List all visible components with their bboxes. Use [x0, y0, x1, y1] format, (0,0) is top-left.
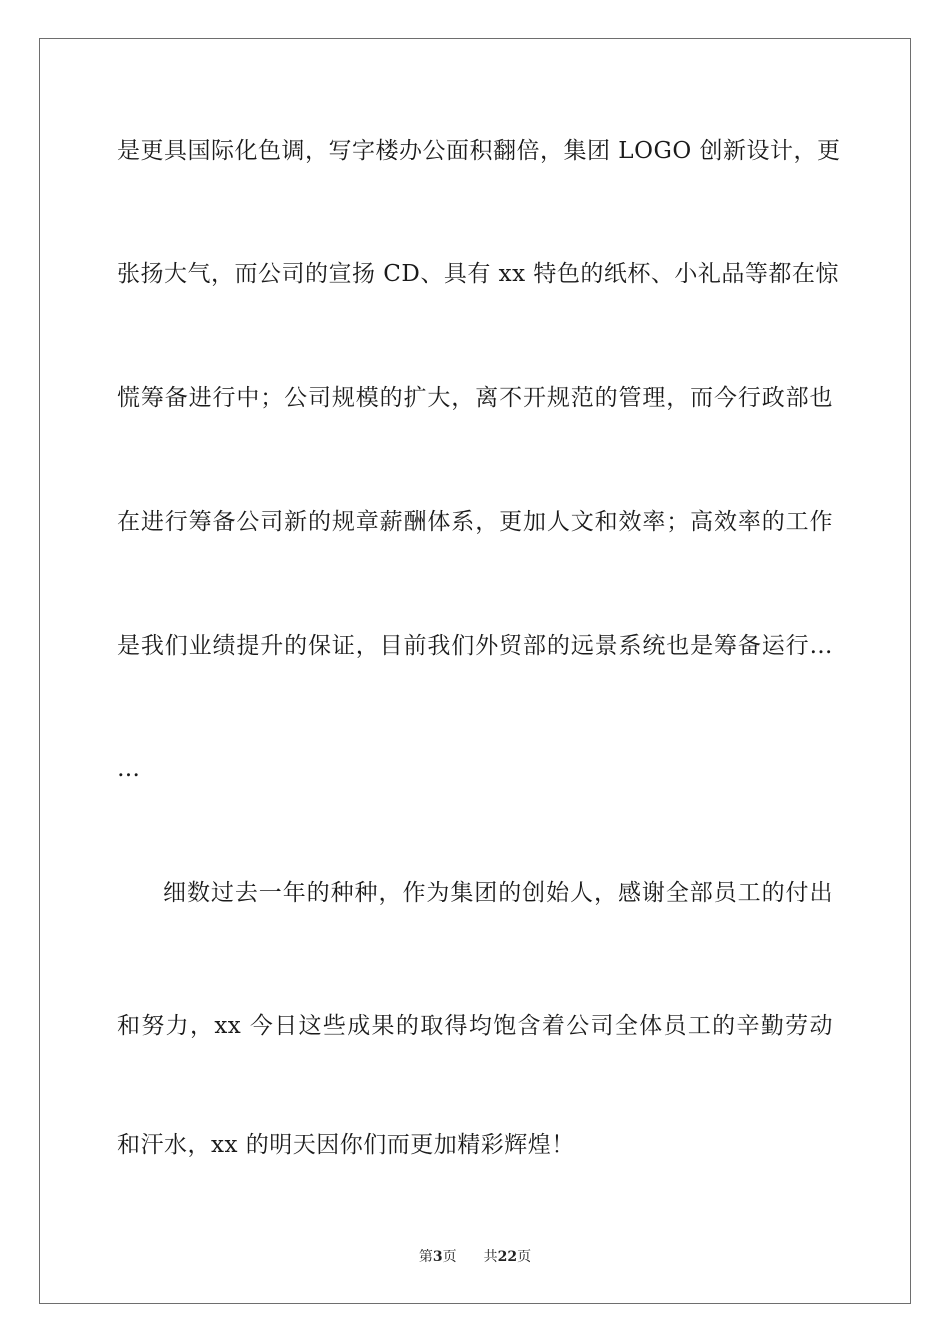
page-border — [39, 38, 911, 1304]
paragraph-line: 和努力，xx 今日这些成果的取得均饱含着公司全体员工的辛勤劳动 — [117, 1013, 833, 1039]
paragraph-line: 是更具国际化色调，写字楼办公面积翻倍，集团 LOGO 创新设计，更 — [117, 138, 841, 164]
page-number: 3 — [432, 1249, 443, 1265]
total-pages: 22 — [497, 1249, 518, 1265]
paragraph-line: 慌筹备进行中；公司规模的扩大，离不开规范的管理，而今行政部也 — [117, 385, 833, 411]
paragraph-line: 张扬大气，而公司的宣扬 CD、具有 xx 特色的纸杯、小礼品等都在惊 — [117, 261, 839, 287]
paragraph-line-indented: 细数过去一年的种种，作为集团的创始人，感谢全部员工的付出 — [163, 880, 833, 906]
paragraph-line: 是我们业绩提升的保证，目前我们外贸部的远景系统也是筹备运行… — [117, 633, 833, 659]
total-suffix: 页 — [517, 1249, 532, 1265]
paragraph-line: 在进行筹备公司新的规章薪酬体系，更加人文和效率；高效率的工作 — [117, 509, 833, 535]
total-prefix: 共 — [483, 1249, 498, 1265]
page-footer — [0, 1246, 950, 1266]
paragraph-line: … — [117, 756, 141, 782]
paragraph-line: 和汗水，xx 的明天因你们而更加精彩辉煌！ — [117, 1132, 575, 1158]
page-prefix: 第 — [418, 1249, 433, 1265]
page-suffix: 页 — [442, 1249, 457, 1265]
